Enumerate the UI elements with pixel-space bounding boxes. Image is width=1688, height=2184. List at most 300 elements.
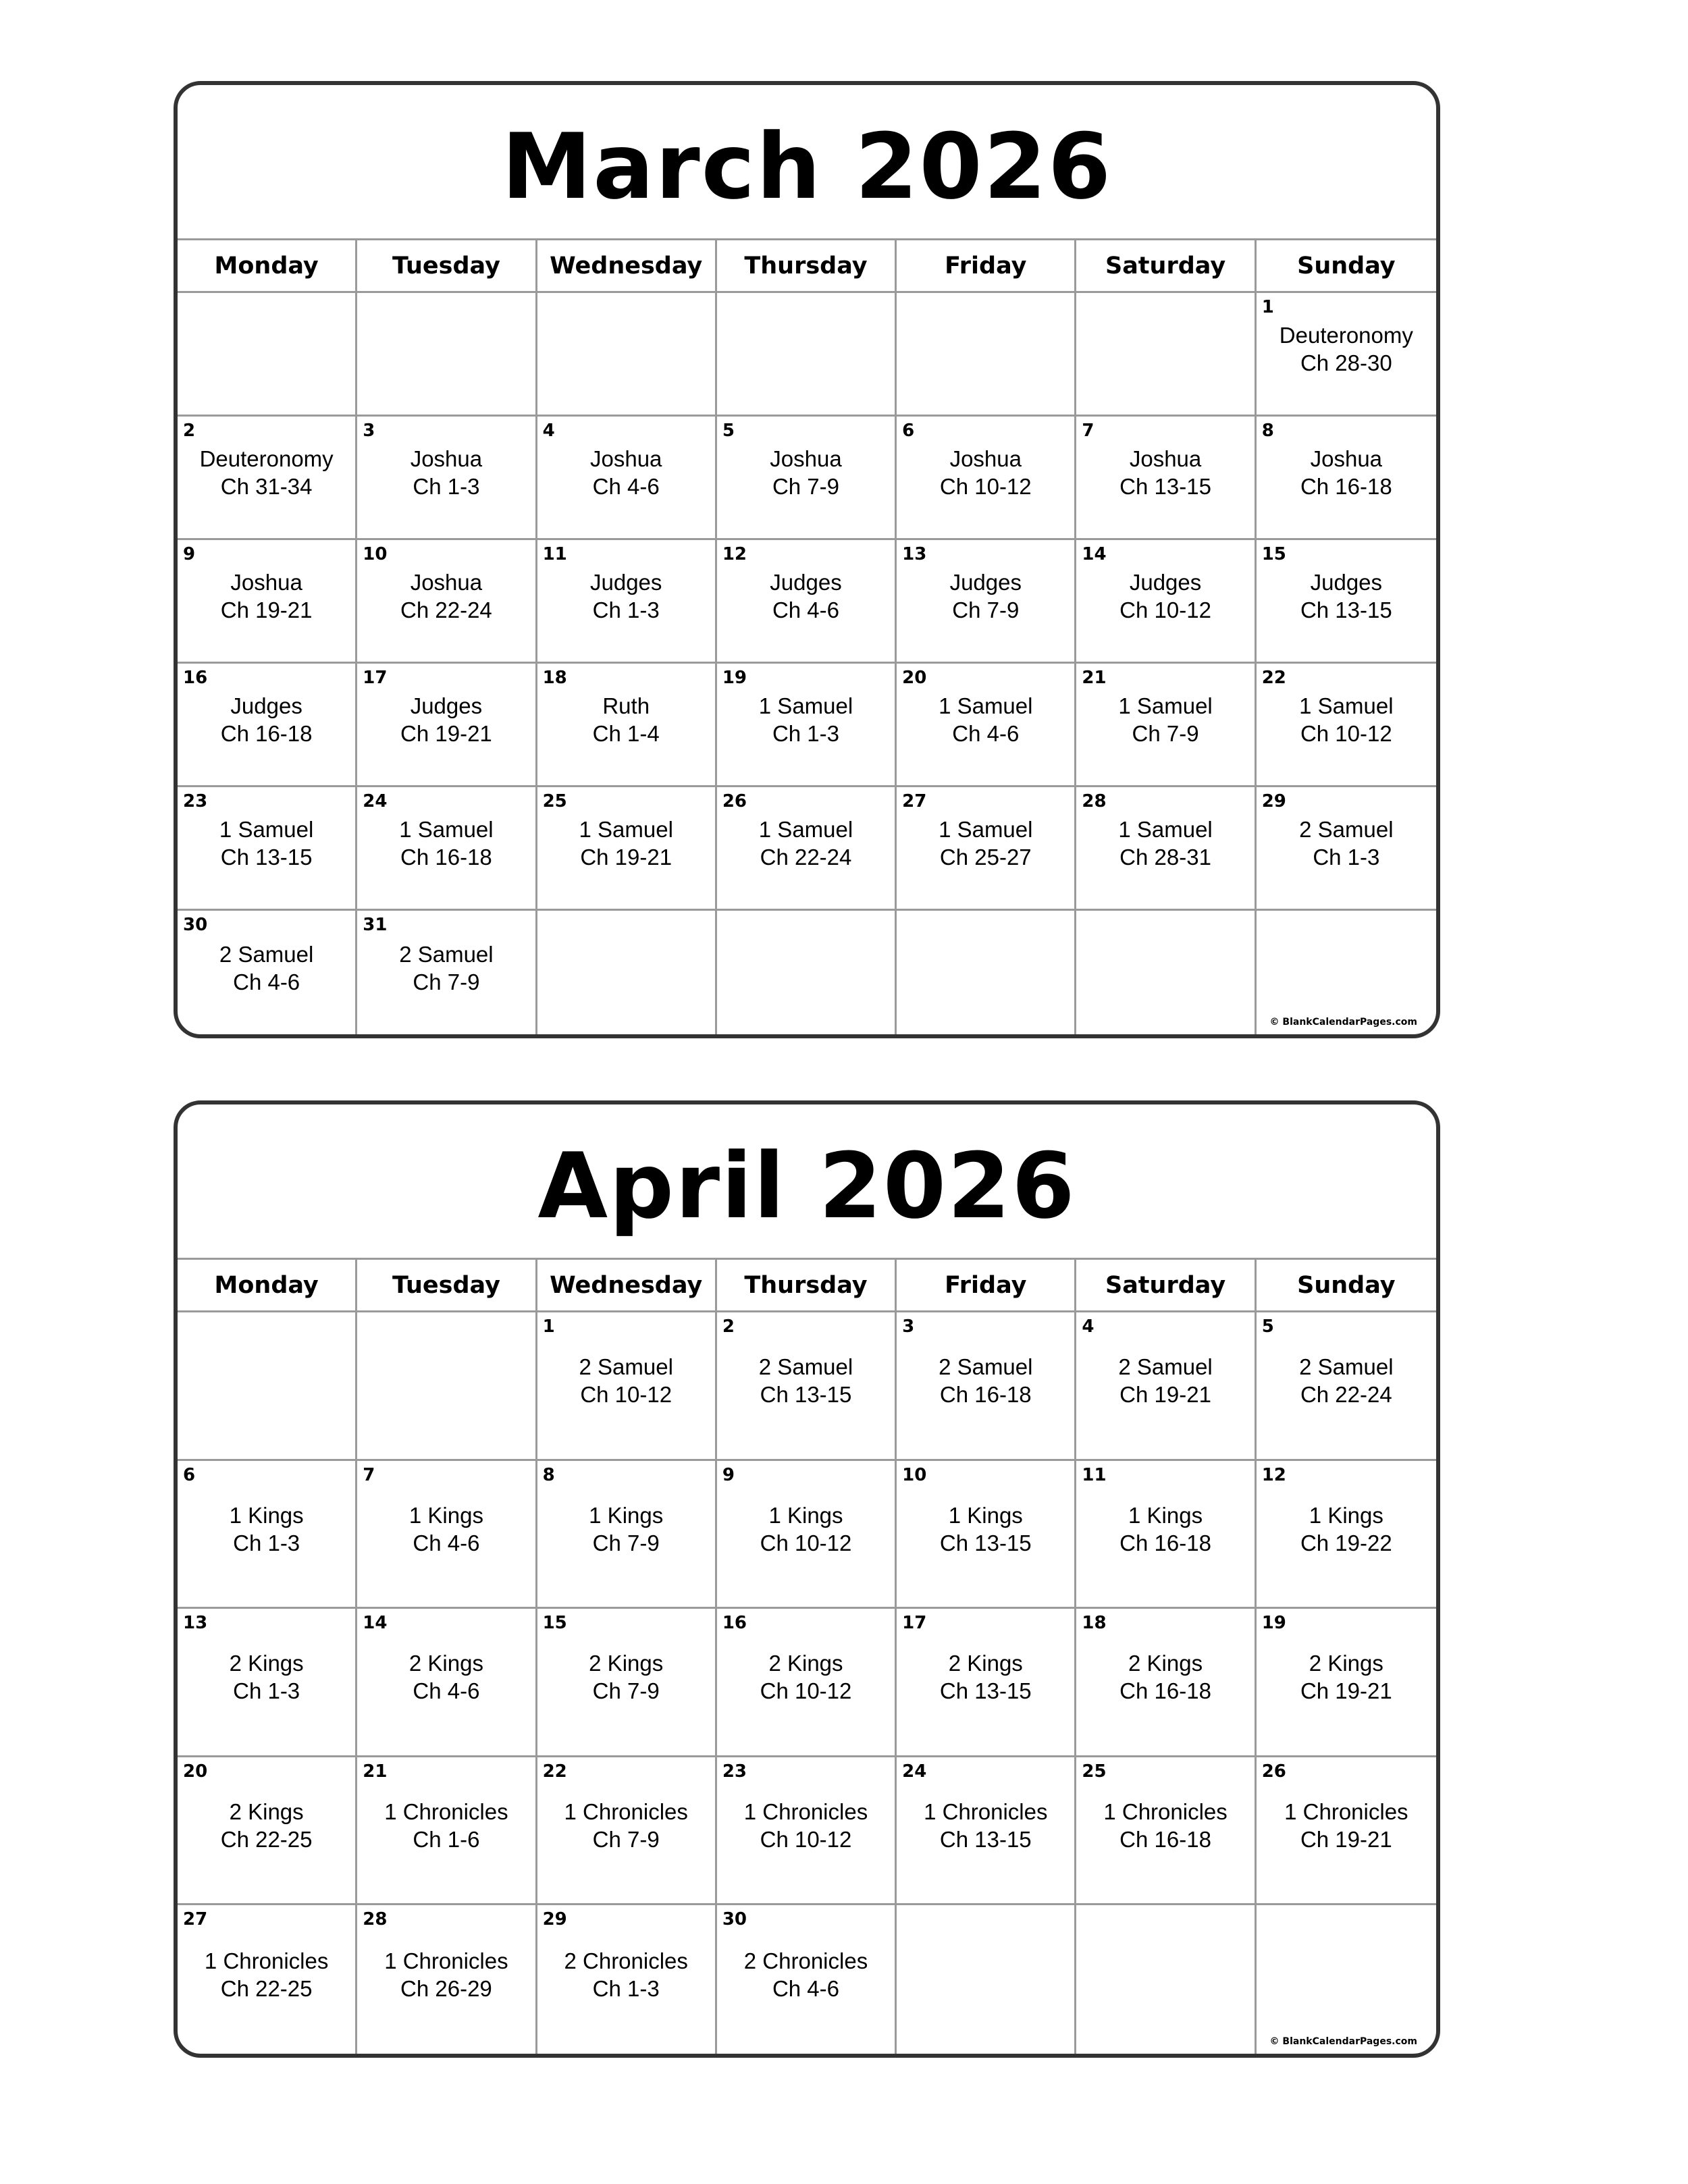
day-cell [1257, 1609, 1436, 1757]
calendar-grid [178, 1312, 1436, 2054]
reading-chapters: Ch 22-25 [220, 1976, 313, 2002]
day-number: 8 [1261, 421, 1274, 441]
reading-chapters: Ch 10-12 [1300, 721, 1392, 746]
reading-book: 1 Samuel [1299, 693, 1394, 718]
reading-assignment [178, 1757, 355, 1904]
day-number: 27 [902, 791, 927, 811]
day-cell [717, 1461, 897, 1609]
reading-chapters: Ch 1-3 [592, 597, 660, 622]
day-cell [537, 1312, 717, 1461]
day-cell [537, 787, 717, 911]
reading-assignment [897, 1757, 1074, 1904]
reading-assignment [1076, 1757, 1254, 1904]
reading-chapters: Ch 19-21 [400, 721, 492, 746]
reading-chapters: Ch 13-15 [939, 1530, 1032, 1555]
reading-assignment [717, 1757, 895, 1904]
day-cell [357, 1461, 537, 1609]
empty-day-cell [897, 911, 1076, 1034]
day-cell [717, 664, 897, 787]
reading-book: 1 Chronicles [204, 1948, 329, 1974]
reading-book: 1 Kings [1128, 1502, 1203, 1528]
reading-chapters: Ch 1-3 [772, 721, 840, 746]
day-number: 26 [1261, 1761, 1286, 1782]
weekday-label: Thursday [717, 1260, 897, 1310]
reading-assignment [1076, 1609, 1254, 1755]
calendar-grid [178, 293, 1436, 1034]
reading-chapters: Ch 19-21 [1300, 1678, 1392, 1704]
empty-day-cell [537, 911, 717, 1034]
reading-book: 1 Samuel [1118, 817, 1213, 842]
reading-book: 2 Kings [229, 1651, 304, 1676]
day-cell [178, 787, 357, 911]
reading-assignment [178, 1905, 355, 2054]
reading-assignment [1076, 1312, 1254, 1459]
day-number: 6 [183, 1464, 196, 1485]
reading-book: 1 Samuel [1118, 693, 1213, 718]
reading-book: 1 Chronicles [384, 1948, 508, 1974]
reading-chapters: Ch 28-30 [1300, 350, 1392, 375]
reading-chapters: Ch 7-9 [592, 1678, 660, 1704]
reading-assignment [1257, 1609, 1436, 1755]
reading-book: 1 Chronicles [1284, 1799, 1408, 1825]
day-number: 28 [363, 1909, 388, 1930]
day-cell [1257, 293, 1436, 417]
reading-assignment [897, 417, 1074, 538]
day-cell [717, 1312, 897, 1461]
reading-assignment [1257, 293, 1436, 415]
reading-chapters: Ch 22-24 [760, 845, 852, 870]
reading-chapters: Ch 13-15 [1300, 597, 1392, 622]
day-number: 2 [183, 421, 196, 441]
day-number: 10 [363, 544, 388, 564]
reading-book: Joshua [410, 446, 483, 471]
reading-chapters: Ch 4-6 [413, 1530, 480, 1555]
calendar-title: March 2026 [178, 85, 1436, 240]
day-cell [178, 1461, 357, 1609]
weekday-header [178, 240, 1436, 293]
reading-book: 2 Samuel [1299, 817, 1394, 842]
day-number: 5 [722, 421, 735, 441]
empty-day-cell [1076, 293, 1256, 417]
day-number: 11 [1082, 1464, 1107, 1485]
empty-day-cell [357, 1312, 537, 1461]
weekday-label: Friday [897, 240, 1076, 291]
day-number: 24 [363, 791, 388, 811]
reading-chapters: Ch 7-9 [592, 1530, 660, 1555]
reading-book: 2 Kings [1128, 1651, 1203, 1676]
day-cell [357, 417, 537, 540]
empty-day-cell [178, 1312, 357, 1461]
day-number: 13 [183, 1613, 208, 1634]
day-number: 17 [363, 668, 388, 688]
day-number: 22 [542, 1761, 567, 1782]
day-cell [357, 1905, 537, 2054]
day-number: 29 [542, 1909, 567, 1930]
reading-chapters: Ch 7-9 [592, 1827, 660, 1853]
reading-assignment [1257, 1312, 1436, 1459]
day-cell [1257, 664, 1436, 787]
reading-book: Joshua [589, 446, 662, 471]
reading-book: Joshua [230, 570, 302, 595]
empty-day-cell [897, 293, 1076, 417]
day-number: 12 [722, 544, 747, 564]
day-cell [897, 1312, 1076, 1461]
day-cell [717, 1757, 897, 1906]
reading-book: Judges [410, 693, 483, 718]
reading-assignment [357, 1461, 535, 1607]
day-number: 26 [722, 791, 747, 811]
reading-assignment [178, 664, 355, 785]
reading-assignment [357, 911, 535, 1034]
reading-chapters: Ch 16-18 [400, 845, 492, 870]
reading-chapters: Ch 1-3 [233, 1678, 300, 1704]
reading-book: Joshua [770, 446, 842, 471]
day-cell [1257, 1757, 1436, 1906]
reading-chapters: Ch 13-15 [760, 1382, 852, 1408]
reading-book: 1 Samuel [939, 817, 1033, 842]
day-cell [1257, 1461, 1436, 1609]
day-cell [1257, 417, 1436, 540]
day-number: 7 [1082, 421, 1094, 441]
day-cell [1076, 417, 1256, 540]
reading-assignment [537, 417, 715, 538]
day-number: 6 [902, 421, 915, 441]
reading-chapters: Ch 4-6 [233, 969, 300, 994]
empty-day-cell [717, 911, 897, 1034]
reading-assignment [1257, 1461, 1436, 1607]
weekday-label: Sunday [1297, 252, 1396, 279]
reading-assignment [897, 540, 1074, 662]
reading-assignment [357, 540, 535, 662]
reading-book: Joshua [410, 570, 483, 595]
weekday-label: Monday [178, 240, 357, 291]
day-cell [178, 1905, 357, 2054]
day-number: 15 [542, 1613, 567, 1634]
reading-assignment [897, 787, 1074, 909]
day-cell [1076, 787, 1256, 911]
reading-assignment [537, 1905, 715, 2054]
reading-book: 1 Samuel [758, 817, 853, 842]
reading-assignment [717, 1609, 895, 1755]
weekday-label: Wednesday [537, 1260, 717, 1310]
day-number: 22 [1261, 668, 1286, 688]
reading-assignment [1076, 664, 1254, 785]
day-number: 18 [542, 668, 567, 688]
reading-book: 1 Chronicles [564, 1799, 688, 1825]
reading-assignment [357, 664, 535, 785]
day-number: 4 [1082, 1316, 1094, 1337]
reading-assignment [178, 540, 355, 662]
reading-chapters: Ch 7-9 [413, 969, 480, 994]
reading-assignment [1257, 417, 1436, 538]
reading-chapters: Ch 25-27 [939, 845, 1032, 870]
empty-day-cell [1257, 1905, 1436, 2054]
reading-assignment [897, 1461, 1074, 1607]
reading-assignment [717, 540, 895, 662]
day-cell [1076, 1609, 1256, 1757]
reading-book: Deuteronomy [1279, 323, 1413, 348]
reading-assignment [357, 787, 535, 909]
reading-book: 2 Samuel [399, 941, 494, 967]
day-number: 25 [542, 791, 567, 811]
day-cell [357, 664, 537, 787]
empty-day-cell [897, 1905, 1076, 2054]
reading-book: 1 Samuel [579, 817, 673, 842]
reading-chapters: Ch 31-34 [220, 474, 313, 499]
calendar-march [174, 81, 1440, 1038]
reading-assignment [537, 664, 715, 785]
reading-assignment [178, 1461, 355, 1607]
empty-day-cell [1257, 911, 1436, 1034]
day-cell [178, 911, 357, 1034]
reading-chapters: Ch 19-21 [1119, 1382, 1211, 1408]
reading-assignment [1076, 787, 1254, 909]
day-cell [357, 1609, 537, 1757]
reading-book: 2 Samuel [939, 1354, 1033, 1380]
reading-book: 2 Chronicles [743, 1948, 868, 1974]
copyright-text: © BlankCalendarPages.com [1269, 1017, 1417, 1028]
reading-book: 2 Kings [589, 1651, 664, 1676]
reading-chapters: Ch 22-25 [220, 1827, 313, 1853]
day-cell [717, 540, 897, 664]
day-cell [897, 787, 1076, 911]
reading-book: 1 Kings [589, 1502, 664, 1528]
reading-chapters: Ch 26-29 [400, 1976, 492, 2002]
day-cell [1076, 1312, 1256, 1461]
reading-chapters: Ch 10-12 [760, 1827, 852, 1853]
reading-book: Judges [1310, 570, 1383, 595]
empty-day-cell [717, 293, 897, 417]
day-cell [178, 540, 357, 664]
day-cell [178, 1757, 357, 1906]
reading-chapters: Ch 7-9 [952, 597, 1020, 622]
day-number: 27 [183, 1909, 208, 1930]
day-cell [1257, 540, 1436, 664]
weekday-label: Thursday [717, 240, 897, 291]
reading-chapters: Ch 13-15 [220, 845, 313, 870]
calendar-april [174, 1100, 1440, 2058]
weekday-label: Friday [897, 1260, 1076, 1310]
reading-chapters: Ch 13-15 [1119, 474, 1211, 499]
empty-day-cell [1076, 911, 1256, 1034]
day-cell [1076, 664, 1256, 787]
day-number: 7 [363, 1464, 375, 1485]
reading-assignment [178, 787, 355, 909]
reading-assignment [537, 1757, 715, 1904]
reading-book: 2 Kings [229, 1799, 304, 1825]
day-number: 16 [183, 668, 208, 688]
reading-book: 1 Kings [1309, 1502, 1383, 1528]
day-cell [537, 540, 717, 664]
weekday-label: Saturday [1076, 1260, 1256, 1310]
reading-assignment [897, 1312, 1074, 1459]
reading-book: 1 Samuel [399, 817, 494, 842]
reading-assignment [717, 1461, 895, 1607]
day-number: 1 [1261, 297, 1274, 317]
day-number: 28 [1082, 791, 1107, 811]
reading-chapters: Ch 4-6 [413, 1678, 480, 1704]
day-number: 15 [1261, 544, 1286, 564]
reading-book: 1 Samuel [939, 693, 1033, 718]
weekday-label: Saturday [1076, 240, 1256, 291]
day-number: 16 [722, 1613, 747, 1634]
day-number: 14 [363, 1613, 388, 1634]
reading-assignment [357, 1609, 535, 1755]
reading-chapters: Ch 19-22 [1300, 1530, 1392, 1555]
empty-day-cell [357, 293, 537, 417]
weekday-label: Tuesday [357, 1260, 537, 1310]
day-number: 13 [902, 544, 927, 564]
day-number: 5 [1261, 1316, 1274, 1337]
reading-book: 1 Samuel [758, 693, 853, 718]
reading-assignment [1076, 540, 1254, 662]
reading-assignment [357, 1757, 535, 1904]
reading-book: Judges [1129, 570, 1202, 595]
reading-chapters: Ch 10-12 [1119, 597, 1211, 622]
reading-book: Judges [949, 570, 1022, 595]
weekday-label: Wednesday [537, 240, 717, 291]
reading-chapters: Ch 1-6 [413, 1827, 480, 1853]
reading-chapters: Ch 22-24 [400, 597, 492, 622]
day-cell [357, 911, 537, 1034]
day-number: 30 [183, 915, 208, 935]
day-number: 19 [1261, 1613, 1286, 1634]
copyright-text: © BlankCalendarPages.com [1269, 2036, 1417, 2047]
reading-chapters: Ch 28-31 [1119, 845, 1211, 870]
day-cell [717, 1609, 897, 1757]
reading-chapters: Ch 4-6 [772, 597, 840, 622]
reading-assignment [537, 1312, 715, 1459]
day-number: 14 [1082, 544, 1107, 564]
reading-book: 1 Kings [229, 1502, 304, 1528]
day-number: 17 [902, 1613, 927, 1634]
reading-chapters: Ch 16-18 [1119, 1530, 1211, 1555]
day-cell [1257, 787, 1436, 911]
day-number: 8 [542, 1464, 555, 1485]
reading-book: Joshua [949, 446, 1022, 471]
day-number: 30 [722, 1909, 747, 1930]
day-number: 1 [542, 1316, 555, 1337]
calendar-title: April 2026 [178, 1104, 1436, 1260]
reading-chapters: Ch 16-18 [939, 1382, 1032, 1408]
day-number: 21 [1082, 668, 1107, 688]
reading-assignment [897, 1609, 1074, 1755]
reading-chapters: Ch 10-12 [760, 1678, 852, 1704]
reading-book: 1 Kings [768, 1502, 843, 1528]
reading-chapters: Ch 13-15 [939, 1678, 1032, 1704]
reading-book: 2 Samuel [579, 1354, 673, 1380]
reading-assignment [1257, 540, 1436, 662]
reading-chapters: Ch 1-3 [592, 1976, 660, 2002]
reading-book: 2 Kings [1309, 1651, 1383, 1676]
reading-chapters: Ch 22-24 [1300, 1382, 1392, 1408]
day-cell [1076, 1461, 1256, 1609]
reading-book: 2 Kings [948, 1651, 1023, 1676]
day-cell [537, 1757, 717, 1906]
day-cell [178, 417, 357, 540]
day-number: 24 [902, 1761, 927, 1782]
reading-chapters: Ch 19-21 [580, 845, 672, 870]
reading-assignment [717, 787, 895, 909]
day-number: 18 [1082, 1613, 1107, 1634]
reading-chapters: Ch 4-6 [952, 721, 1020, 746]
reading-chapters: Ch 1-3 [233, 1530, 300, 1555]
reading-chapters: Ch 1-3 [1313, 845, 1380, 870]
day-number: 2 [722, 1316, 735, 1337]
day-number: 19 [722, 668, 747, 688]
empty-day-cell [1076, 1905, 1256, 2054]
reading-book: Ruth [602, 693, 650, 718]
reading-book: 1 Chronicles [384, 1799, 508, 1825]
reading-assignment [1257, 664, 1436, 785]
reading-chapters: Ch 10-12 [939, 474, 1032, 499]
day-cell [1076, 540, 1256, 664]
day-number: 20 [902, 668, 927, 688]
day-number: 11 [542, 544, 567, 564]
reading-assignment [537, 787, 715, 909]
reading-book: 2 Kings [768, 1651, 843, 1676]
reading-chapters: Ch 16-18 [1119, 1678, 1211, 1704]
reading-chapters: Ch 10-12 [760, 1530, 852, 1555]
reading-book: 1 Chronicles [924, 1799, 1048, 1825]
reading-assignment [178, 1609, 355, 1755]
day-cell [357, 1757, 537, 1906]
day-cell [717, 1905, 897, 2054]
day-number: 23 [722, 1761, 747, 1782]
day-number: 29 [1261, 791, 1286, 811]
empty-day-cell [537, 293, 717, 417]
day-cell [357, 540, 537, 664]
reading-book: 2 Chronicles [564, 1948, 688, 1974]
reading-chapters: Ch 1-4 [592, 721, 660, 746]
reading-book: 2 Samuel [219, 941, 314, 967]
reading-assignment [897, 664, 1074, 785]
reading-assignment [717, 1312, 895, 1459]
weekday-label: Monday [178, 1260, 357, 1310]
weekday-header [178, 1260, 1436, 1312]
reading-assignment [717, 1905, 895, 2054]
day-cell [897, 417, 1076, 540]
reading-assignment [537, 540, 715, 662]
reading-assignment [357, 1905, 535, 2054]
day-number: 31 [363, 915, 388, 935]
day-number: 3 [902, 1316, 915, 1337]
day-cell [1076, 1757, 1256, 1906]
day-number: 9 [722, 1464, 735, 1485]
reading-assignment [1257, 1757, 1436, 1904]
day-cell [178, 664, 357, 787]
day-cell [897, 540, 1076, 664]
day-cell [178, 1609, 357, 1757]
reading-book: 2 Kings [408, 1651, 483, 1676]
reading-book: 1 Kings [408, 1502, 483, 1528]
reading-assignment [717, 417, 895, 538]
reading-assignment [357, 417, 535, 538]
reading-assignment [178, 417, 355, 538]
weekday-label: Sunday [1297, 1271, 1396, 1299]
reading-chapters: Ch 4-6 [592, 474, 660, 499]
reading-book: 1 Kings [948, 1502, 1023, 1528]
day-cell [717, 787, 897, 911]
day-number: 20 [183, 1761, 208, 1782]
day-number: 3 [363, 421, 375, 441]
day-cell [537, 1461, 717, 1609]
day-cell [717, 417, 897, 540]
reading-chapters: Ch 19-21 [220, 597, 313, 622]
reading-chapters: Ch 19-21 [1300, 1827, 1392, 1853]
reading-chapters: Ch 4-6 [772, 1976, 840, 2002]
reading-book: 1 Chronicles [743, 1799, 868, 1825]
